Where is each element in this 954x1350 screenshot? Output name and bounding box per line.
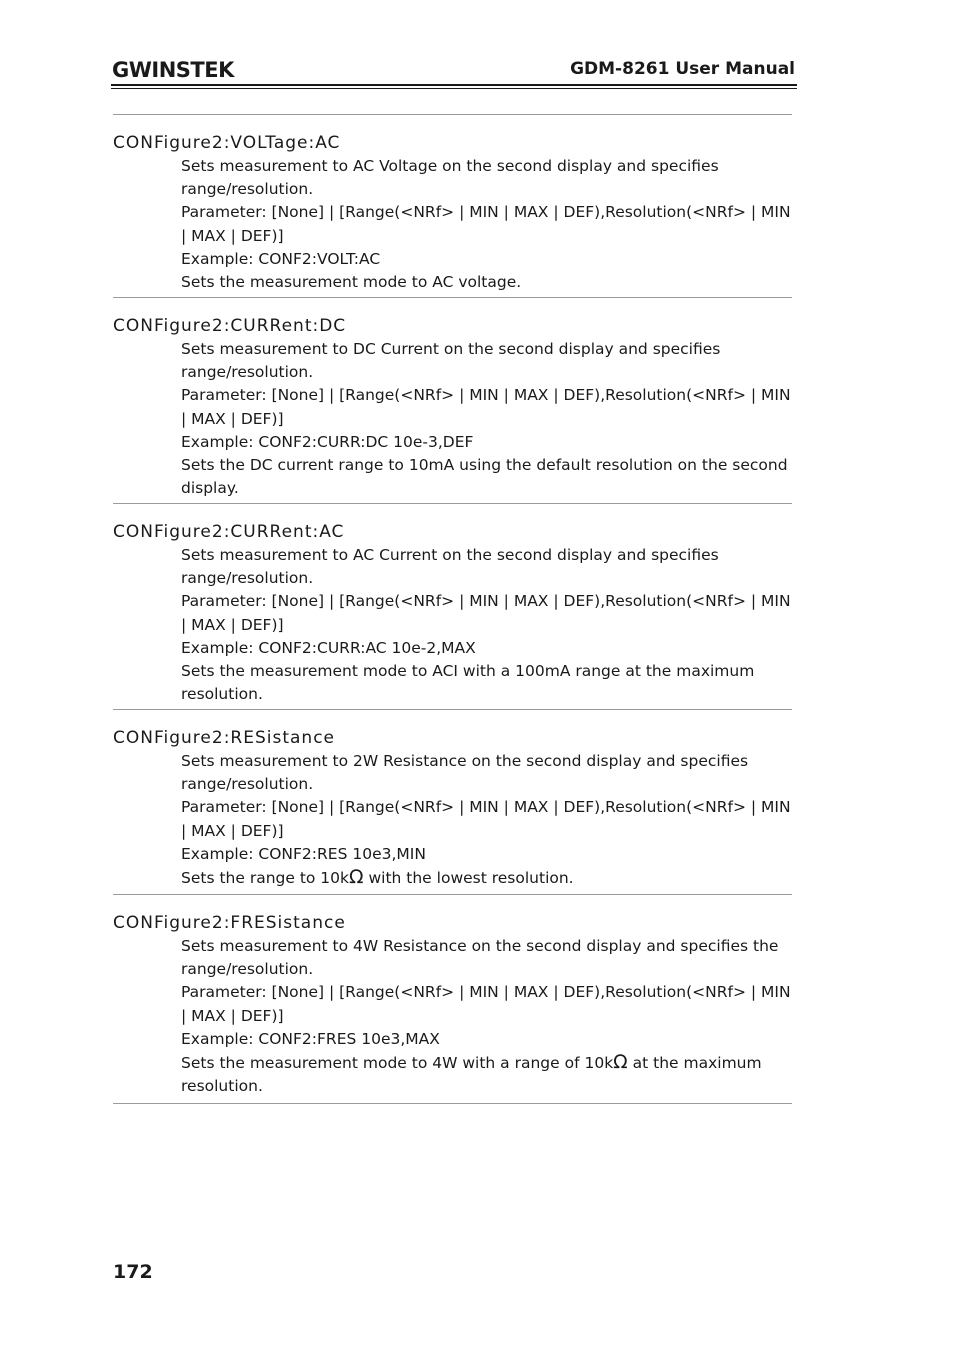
command-description: Sets measurement to DC Current on the second display and specifies range/resolution. (181, 340, 721, 382)
command-example-note (181, 1051, 793, 1098)
header-rule (111, 84, 797, 86)
note-text: at the maximum resolution. (181, 1054, 762, 1096)
page-number: 172 (113, 1261, 153, 1283)
section-divider (113, 297, 792, 298)
command-example: Example: CONF2:RES 10e3,MIN (181, 844, 426, 863)
command-example: Example: CONF2:CURR:DC 10e-3,DEF (181, 432, 474, 451)
command-block-resistance (113, 727, 793, 890)
command-name: CONFigure2:RESistance (113, 728, 336, 748)
command-block-current-dc (113, 315, 793, 500)
note-text: Sets the range to 10k (181, 869, 350, 888)
command-details (181, 935, 793, 1098)
ohm-symbol: Ω (613, 1051, 628, 1074)
command-name: CONFigure2:VOLTage:AC (113, 133, 341, 153)
command-block-fresistance (113, 912, 793, 1098)
ohm-symbol: Ω (349, 866, 364, 889)
brand-logo: GWINSTEK (112, 58, 234, 82)
manual-title: GDM-8261 User Manual (570, 59, 795, 79)
command-example-note: Sets the measurement mode to ACI with a 100mA range at the maximum resolution. (181, 662, 755, 704)
section-divider (113, 1103, 792, 1104)
command-name: CONFigure2:CURRent:DC (113, 316, 347, 336)
header-rule-thin (111, 88, 797, 89)
section-divider (113, 709, 792, 710)
command-description: Sets measurement to AC Voltage on the second display and specifies range/resolution. (181, 157, 719, 199)
command-name: CONFigure2:CURRent:AC (113, 522, 345, 542)
command-description: Sets measurement to 2W Resistance on the second display and specifies range/resolution. (181, 752, 749, 794)
section-divider (113, 114, 792, 115)
command-details (181, 338, 793, 500)
command-details (181, 155, 793, 294)
command-block-voltage-ac (113, 132, 793, 294)
note-text: with the lowest resolution. (363, 869, 574, 888)
command-parameter: Parameter: [None] | [Range(<NRf> | MIN | MAX | DEF),Resolution(<NRf> | MIN | MAX | DEF)] (181, 983, 791, 1025)
command-example: Example: CONF2:VOLT:AC (181, 249, 381, 268)
command-example-note (181, 866, 793, 890)
command-example-note: Sets the DC current range to 10mA using the default resolution on the second display. (181, 456, 788, 498)
note-text: Sets the measurement mode to 4W with a range of 10k (181, 1054, 614, 1073)
command-parameter: Parameter: [None] | [Range(<NRf> | MIN | MAX | DEF),Resolution(<NRf> | MIN | MAX | DEF)] (181, 386, 791, 428)
command-description: Sets measurement to AC Current on the second display and specifies range/resolution. (181, 546, 719, 588)
command-name: CONFigure2:FRESistance (113, 913, 346, 933)
command-description: Sets measurement to 4W Resistance on the second display and specifies the range/resolution. (181, 937, 779, 979)
command-block-current-ac (113, 521, 793, 706)
command-details (181, 544, 793, 706)
command-parameter: Parameter: [None] | [Range(<NRf> | MIN | MAX | DEF),Resolution(<NRf> | MIN | MAX | DEF)] (181, 592, 791, 634)
command-parameter: Parameter: [None] | [Range(<NRf> | MIN | MAX | DEF),Resolution(<NRf> | MIN | MAX | DEF)] (181, 203, 791, 245)
command-example: Example: CONF2:CURR:AC 10e-2,MAX (181, 638, 476, 657)
command-example: Example: CONF2:FRES 10e3,MAX (181, 1029, 440, 1048)
command-parameter: Parameter: [None] | [Range(<NRf> | MIN | MAX | DEF),Resolution(<NRf> | MIN | MAX | DEF)] (181, 798, 791, 840)
section-divider (113, 503, 792, 504)
command-example-note: Sets the measurement mode to AC voltage. (181, 273, 522, 292)
command-details (181, 750, 793, 890)
section-divider (113, 894, 792, 895)
